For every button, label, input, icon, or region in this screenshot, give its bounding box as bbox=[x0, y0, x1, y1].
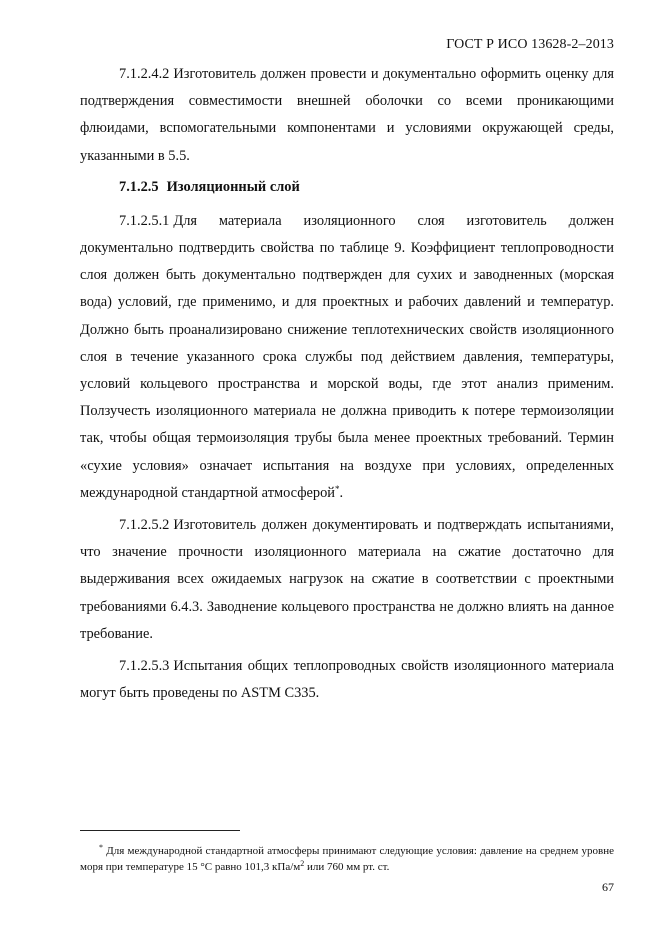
paragraph-7-1-2-4-2 bbox=[80, 61, 614, 170]
footnote-mark: * bbox=[99, 843, 103, 852]
section-number: 7.1.2.5 bbox=[119, 178, 159, 195]
paragraph-7-1-2-5-2 bbox=[80, 512, 614, 648]
paragraph-7-1-2-5-1 bbox=[80, 208, 614, 507]
paragraph-text: Изготовитель должен провести и документально оформить оценку для подтверждения совместимости внешней оболочки со всеми проникающими флюидами, вспомогательными компонентами и условиями окружающей среды, указанными в 5.5. bbox=[80, 66, 614, 164]
clause-number: 7.1.2.5.1 bbox=[119, 212, 170, 229]
footnote-superscript: 2 bbox=[300, 859, 305, 868]
paragraph-text: Изготовитель должен документировать и подтверждать испытаниями, что значение прочности изоляционного материала на сжатие достаточно для выдерживания всех ожидаемых нагрузок на сжатие в соответствии с проектными требованиями 6.4.3. Заводнение кольцевого пространства не должно влиять на данное требование. bbox=[80, 517, 614, 642]
paragraph-text-end: . bbox=[339, 484, 344, 501]
section-title: Изоляционный слой bbox=[166, 178, 300, 195]
clause-number: 7.1.2.5.3 bbox=[119, 658, 170, 675]
document-header: ГОСТ Р ИСО 13628-2–2013 bbox=[446, 37, 614, 52]
section-heading-7-1-2-5 bbox=[119, 175, 614, 199]
paragraph-text: Для материала изоляционного слоя изготовитель должен документально подтвердить свойства по таблице 9. Коэффициент теплопроводности слоя должен быть документально подтвержден для сухих и заводненных (морская вода) условий, где применимо, и для проектных и рабочих давлений и температур. Должно быть проанализировано снижение теплотехнических свойств изоляционного слоя в течение указанного срока службы под действием давления, температуры, условий кольцевого пространства и морской воды, где этот анализ применим. Ползучесть изоляционного материала не должна приводить к потере термоизоляции так, чтобы общая термоизоляция трубы была менее проектных требований. Термин «сухие условия» означает испытания на воздухе при условиях, определенных международной стандартной атмосферой bbox=[80, 212, 614, 501]
footnote-text: Для международной стандартной атмосферы принимают следующие условия: давление на среднем уровне моря при температуре 15 °С равно 101,3 кПа/м bbox=[80, 845, 615, 873]
clause-number: 7.1.2.5.2 bbox=[119, 517, 170, 534]
footnote-reference: * bbox=[335, 483, 340, 494]
footnote-text-end: или 760 мм рт. ст. bbox=[304, 861, 390, 873]
document-body bbox=[80, 61, 614, 712]
footnote bbox=[80, 843, 614, 875]
paragraph-7-1-2-5-3 bbox=[80, 653, 614, 707]
clause-number: 7.1.2.4.2 bbox=[119, 66, 170, 82]
footnote-divider bbox=[80, 830, 240, 831]
paragraph-text: Испытания общих теплопроводных свойств изоляционного материала могут быть проведены по ASTM C335. bbox=[80, 658, 614, 702]
page-number: 67 bbox=[602, 880, 614, 894]
